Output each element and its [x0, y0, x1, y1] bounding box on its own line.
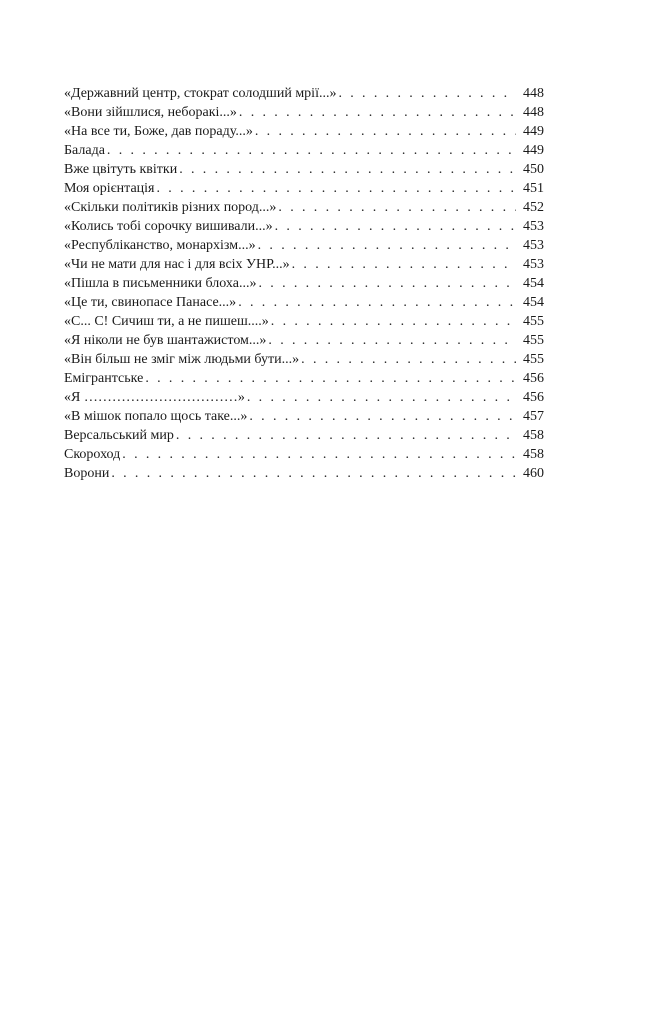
toc-entry-title: «Він більш не зміг між людьми бути...»	[64, 352, 300, 367]
toc-entry	[64, 407, 544, 426]
toc-entry	[64, 84, 544, 103]
toc-dot-leader	[239, 103, 516, 122]
toc-dot-leader	[238, 293, 516, 312]
toc-entry-title: «С... С! Сичиш ти, а не пишеш....»	[64, 314, 269, 329]
toc-dot-leader	[301, 350, 516, 369]
toc-entry-page: 458	[523, 447, 544, 462]
toc-entry-title: Емігрантське	[64, 371, 144, 386]
toc-entry-page: 458	[523, 428, 544, 443]
toc-entry	[64, 198, 544, 217]
toc-entry	[64, 369, 544, 388]
toc-entry	[64, 274, 544, 293]
toc-dot-leader	[268, 331, 516, 350]
toc-dot-leader	[255, 122, 516, 141]
toc-entry-page: 454	[523, 295, 544, 310]
toc-entry-page: 453	[523, 257, 544, 272]
toc-entry-page: 451	[523, 181, 544, 196]
toc-entry-page: 460	[523, 466, 544, 481]
toc-entry	[64, 236, 544, 255]
toc-dot-leader	[247, 388, 516, 407]
toc-dot-leader	[258, 236, 516, 255]
toc-entry	[64, 160, 544, 179]
toc-entry-page: 448	[523, 86, 544, 101]
toc-dot-leader	[176, 426, 516, 445]
toc-entry-title: «Скільки політиків різних пород...»	[64, 200, 277, 215]
toc-dot-leader	[338, 84, 516, 103]
toc-entry-title: Моя орієнтація	[64, 181, 155, 196]
toc-entry-title: Версальський мир	[64, 428, 174, 443]
toc-entry-page: 456	[523, 371, 544, 386]
toc-entry-title: Ворони	[64, 466, 110, 481]
toc-entry-page: 455	[523, 314, 544, 329]
toc-entry	[64, 122, 544, 141]
toc-entry-page: 448	[523, 105, 544, 120]
table-of-contents	[64, 84, 544, 483]
toc-entry-page: 449	[523, 124, 544, 139]
toc-dot-leader	[292, 255, 516, 274]
toc-entry	[64, 312, 544, 331]
toc-dot-leader	[122, 445, 516, 464]
toc-dot-leader	[111, 464, 516, 483]
toc-entry	[64, 331, 544, 350]
toc-entry	[64, 464, 544, 483]
toc-dot-leader	[258, 274, 516, 293]
toc-entry-title: Балада	[64, 143, 105, 158]
toc-entry-page: 449	[523, 143, 544, 158]
toc-entry-title: «Я ніколи не був шантажистом...»	[64, 333, 267, 348]
toc-entry-title: «Пішла в письменники блоха...»	[64, 276, 257, 291]
toc-entry-page: 454	[523, 276, 544, 291]
toc-entry-page: 456	[523, 390, 544, 405]
toc-entry-page: 453	[523, 219, 544, 234]
toc-dot-leader	[107, 141, 516, 160]
toc-dot-leader	[157, 179, 517, 198]
toc-entry-page: 450	[523, 162, 544, 177]
toc-entry	[64, 255, 544, 274]
toc-entry-title: «Вони зійшлися, неборакі...»	[64, 105, 237, 120]
toc-entry	[64, 179, 544, 198]
toc-entry	[64, 293, 544, 312]
toc-entry-page: 457	[523, 409, 544, 424]
toc-entry-page: 455	[523, 352, 544, 367]
toc-entry	[64, 103, 544, 122]
toc-entry-title: «В мішок попало щось таке...»	[64, 409, 248, 424]
toc-entry	[64, 350, 544, 369]
toc-dot-leader	[249, 407, 516, 426]
toc-entry-title: «Я ……………………………»	[64, 390, 245, 405]
toc-dot-leader	[275, 217, 516, 236]
toc-entry	[64, 388, 544, 407]
toc-dot-leader	[278, 198, 516, 217]
toc-entry-title: «Це ти, свинопасе Панасе...»	[64, 295, 237, 310]
toc-dot-leader	[179, 160, 516, 179]
toc-entry-page: 452	[523, 200, 544, 215]
toc-entry-title: «Республіканство, монархізм...»	[64, 238, 256, 253]
toc-entry	[64, 217, 544, 236]
toc-entry-title: «Колись тобі сорочку вишивали...»	[64, 219, 273, 234]
toc-entry-title: «Державний центр, стократ солодший мрії...»	[64, 86, 337, 101]
toc-entry	[64, 141, 544, 160]
toc-entry-page: 455	[523, 333, 544, 348]
toc-entry	[64, 426, 544, 445]
toc-entry-title: Вже цвітуть квітки	[64, 162, 178, 177]
toc-entry-title: Скороход	[64, 447, 121, 462]
toc-dot-leader	[271, 312, 516, 331]
toc-entry-page: 453	[523, 238, 544, 253]
toc-entry	[64, 445, 544, 464]
toc-dot-leader	[145, 369, 516, 388]
toc-entry-title: «Чи не мати для нас і для всіх УНР...»	[64, 257, 290, 272]
toc-entry-title: «На все ти, Боже, дав пораду...»	[64, 124, 253, 139]
